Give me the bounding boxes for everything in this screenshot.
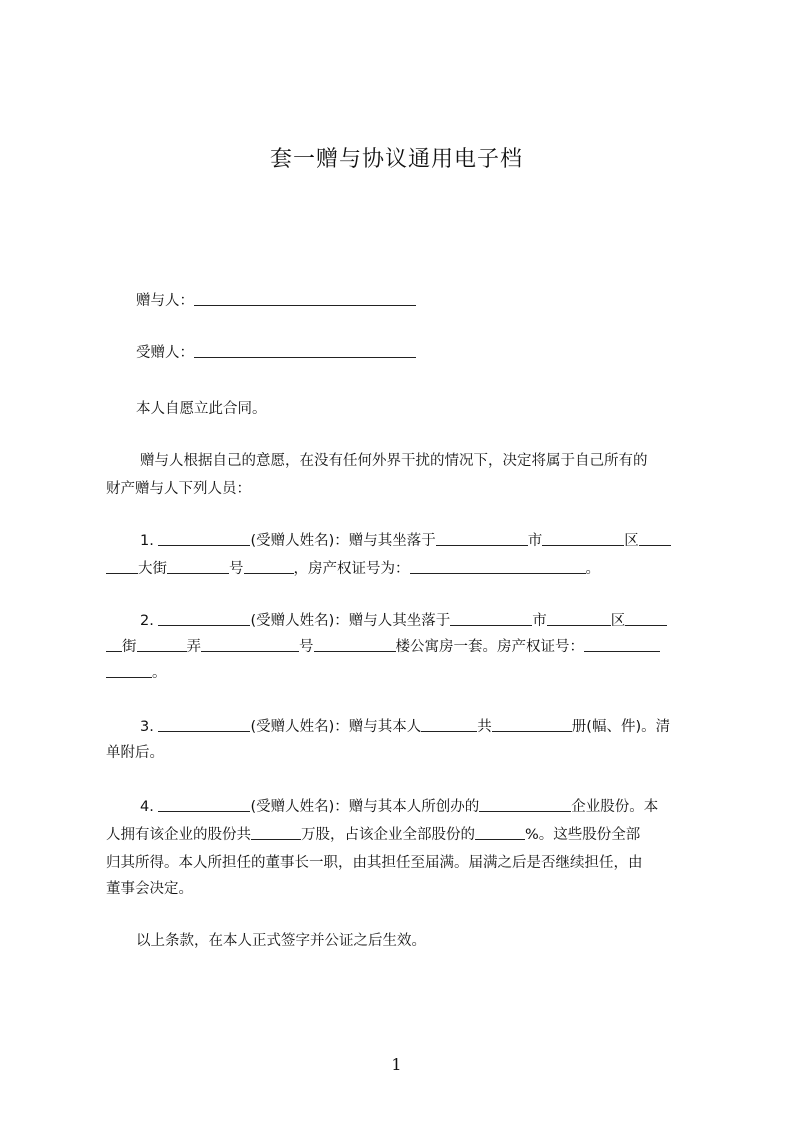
- item4-name-blank[interactable]: [158, 797, 250, 812]
- donor-blank[interactable]: [194, 291, 416, 306]
- donor-line: [106, 291, 736, 311]
- item2-lane-blank[interactable]: [137, 637, 187, 652]
- donor-label: 赠与人：: [136, 293, 194, 309]
- item4-percent-label: 万股，占该企业全部股份的: [301, 827, 475, 843]
- item2-end: 。: [152, 665, 167, 681]
- item4-text: (受赠人姓名)：赠与其本人所创办的: [250, 799, 480, 815]
- item3-total-label: 共: [477, 719, 492, 735]
- item2-street-blank[interactable]: [106, 637, 122, 652]
- item1-city-blank[interactable]: [542, 531, 624, 546]
- closing-text: 以上条款，在本人正式签字并公证之后生效。: [136, 933, 426, 949]
- item2-building-blank[interactable]: [314, 637, 396, 652]
- item2-number-blank[interactable]: [201, 637, 299, 652]
- item2-street-label: 街: [122, 639, 137, 655]
- item4-percent-blank[interactable]: [475, 825, 525, 840]
- item2-line1: [106, 611, 740, 631]
- item4-shares-label: 企业股份。本: [571, 799, 659, 815]
- item1-house-blank[interactable]: [244, 559, 294, 574]
- item4-number: 4.: [140, 799, 154, 815]
- item4-line1: [106, 797, 740, 817]
- item2-location-blank[interactable]: [450, 611, 532, 626]
- item3-name-blank[interactable]: [158, 717, 250, 732]
- item1-location-blank[interactable]: [436, 531, 528, 546]
- page-number: 1: [391, 1055, 402, 1074]
- item1-city-label: 市: [527, 533, 543, 549]
- para1-line1: 赠与人根据自己的意愿，在没有任何外界干扰的情况下，决定将属于自己所有的: [140, 453, 648, 469]
- item3-text: (受赠人姓名)：赠与其本人: [250, 719, 422, 735]
- para1-line2: 财产赠与人下列人员：: [106, 481, 251, 497]
- item3-number: 3.: [140, 719, 154, 735]
- item2-cert-label: 楼公寓房一套。房产权证号：: [395, 639, 584, 655]
- item3-item-blank[interactable]: [421, 717, 477, 732]
- item4-shares-blank[interactable]: [251, 825, 301, 840]
- item1-cert-label: ，房产权证号为：: [293, 561, 410, 577]
- item2-name-blank[interactable]: [158, 611, 250, 626]
- item3-unit-label: 册(幅、件)。清: [571, 719, 671, 735]
- item3-count-blank[interactable]: [492, 717, 572, 732]
- item2-line3: [106, 663, 706, 683]
- item1-text: (受赠人姓名)：赠与其坐落于: [250, 533, 436, 549]
- item2-cert-blank[interactable]: [584, 637, 660, 652]
- item1-cert-blank[interactable]: [410, 559, 586, 574]
- item1-end: 。: [585, 561, 600, 577]
- item1-district-label: 区: [624, 533, 639, 549]
- intro-text: 本人自愿立此合同。: [136, 401, 267, 417]
- item1-name-blank[interactable]: [158, 531, 250, 546]
- item1-number: 1.: [140, 533, 154, 549]
- item4-line4: 董事会决定。: [106, 881, 193, 897]
- document-title: 套一赠与协议通用电子档: [269, 147, 523, 172]
- item2-lane-label: 弄: [186, 639, 201, 655]
- item4-all-label: %。这些股份全部: [525, 827, 641, 843]
- item4-line3: 归其所得。本人所担任的董事长一职，由其担任至届满。届满之后是否继续担任，由: [106, 855, 643, 871]
- item2-cert-blank-cont[interactable]: [106, 663, 152, 678]
- item1-street-label: 大街: [138, 561, 167, 577]
- item1-line1: [106, 531, 740, 551]
- item4-own-label: 人拥有该企业的股份共: [106, 827, 251, 843]
- item2-house-label: 号: [299, 639, 314, 655]
- item3-line2: 单附后。: [106, 745, 164, 761]
- item2-district-label: 区: [610, 613, 626, 629]
- item4-line2: [106, 825, 706, 845]
- item2-city-label: 市: [532, 613, 547, 629]
- item4-company-blank[interactable]: [479, 797, 571, 812]
- donee-blank[interactable]: [194, 343, 416, 358]
- item1-number-blank[interactable]: [167, 559, 229, 574]
- donee-line: [106, 343, 736, 363]
- item2-city-blank[interactable]: [547, 611, 611, 626]
- item1-district-blank[interactable]: [639, 531, 671, 546]
- item1-street-blank[interactable]: [106, 559, 138, 574]
- item1-line2: [106, 559, 706, 579]
- item2-number: 2.: [140, 613, 154, 629]
- item2-district-blank[interactable]: [625, 611, 667, 626]
- item2-text: (受赠人姓名)：赠与人其坐落于: [250, 613, 451, 629]
- donee-label: 受赠人：: [136, 345, 194, 361]
- item3-line1: [106, 717, 740, 737]
- item1-house-label: 号: [229, 561, 244, 577]
- item2-line2: [106, 637, 706, 657]
